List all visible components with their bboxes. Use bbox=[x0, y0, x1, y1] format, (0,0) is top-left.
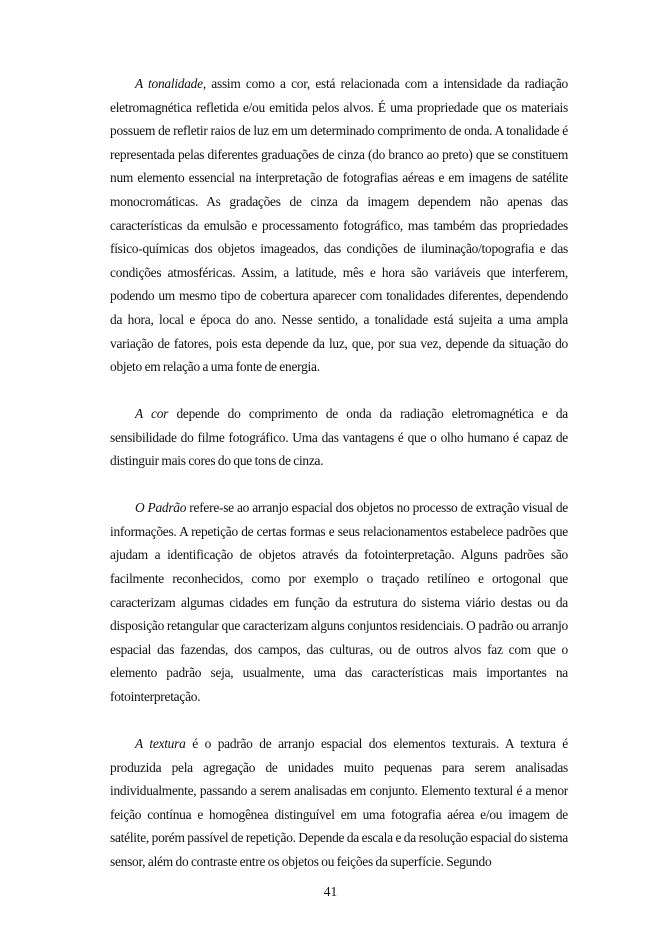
term-padrao: O Padrão bbox=[135, 500, 187, 516]
term-tonalidade: A tonalidade, bbox=[135, 76, 206, 91]
paragraph-textura bbox=[110, 732, 568, 874]
paragraph-cor bbox=[110, 402, 568, 473]
paragraph-text: refere-se ao arranjo espacial dos objetos no processo de extração visual de informações. A repetição de certas formas e seus relacionamentos estabelece padrões que ajudam a identificação de objetos através da fotointerpretação. Alguns padrões são facilmente reconhecidos, como por exemplo o traçado retilíneo e ortogonal que caracterizam algumas cidades em função da estrutura do sistema viário destas ou da disposição retangular que caracterizam alguns conjuntos residenciais. O padrão ou arranjo espacial das fazendas, dos campos, das culturas, ou de outros alvos faz com que o elemento padrão seja, usualmente, uma das características mais importantes na fotointerpretação. bbox=[110, 500, 568, 705]
term-cor: A cor bbox=[135, 406, 169, 422]
paragraph-text: assim como a cor, está relacionada com a intensidade da radiação eletromagnética refletida e/ou emitida pelos alvos. É uma propriedade que os materiais possuem de refletir raios de luz em um determinado comprimento de onda. A tonalidade é representada pelas diferentes graduações de cinza (do branco ao preto) que se constituem num elemento essencial na interpretação de fotografias aéreas e em imagens de satélite monocromáticas. As gradações de cinza da imagem dependem não apenas das características da emulsão e processamento fotográfico, mas também das propriedades físico-químicas dos objetos imageados, das condições de iluminação/topografia e das condições atmosféricas. Assim, a latitude, mês e hora são variáveis que interferem, podendo um mesmo tipo de cobertura aparecer com tonalidades diferentes, dependendo da hora, local e época do ano. Nesse sentido, a tonalidade está sujeita a uma ampla variação de fatores, pois esta depende da luz, que, por sua vez, depende da situação do objeto em relação a uma fonte de energia. bbox=[110, 76, 568, 375]
paragraph-padrao bbox=[110, 496, 568, 708]
body-text bbox=[110, 72, 568, 874]
paragraph-tonalidade bbox=[110, 72, 568, 379]
term-textura: A textura bbox=[135, 736, 186, 752]
paragraph-text: é o padrão de arranjo espacial dos elementos texturais. A textura é produzida pela agregação de unidades muito pequenas para serem analisadas individualmente, passando a serem analisadas em conjunto. Elemento textural é a menor feição contínua e homogênea distinguível em uma fotografia aérea e/ou imagem de satélite, porém passível de repetição. Depende da escala e da resolução espacial do sistema sensor, além do contraste entre os objetos ou feições da superfície. Segundo bbox=[110, 736, 569, 869]
paragraph-text: depende do comprimento de onda da radiação eletromagnética e da sensibilidade do filme fotográfico. Uma das vantagens é que o olho humano é capaz de distinguir mais cores do que tons de cinza. bbox=[110, 406, 568, 469]
page-number: 41 bbox=[323, 884, 338, 899]
